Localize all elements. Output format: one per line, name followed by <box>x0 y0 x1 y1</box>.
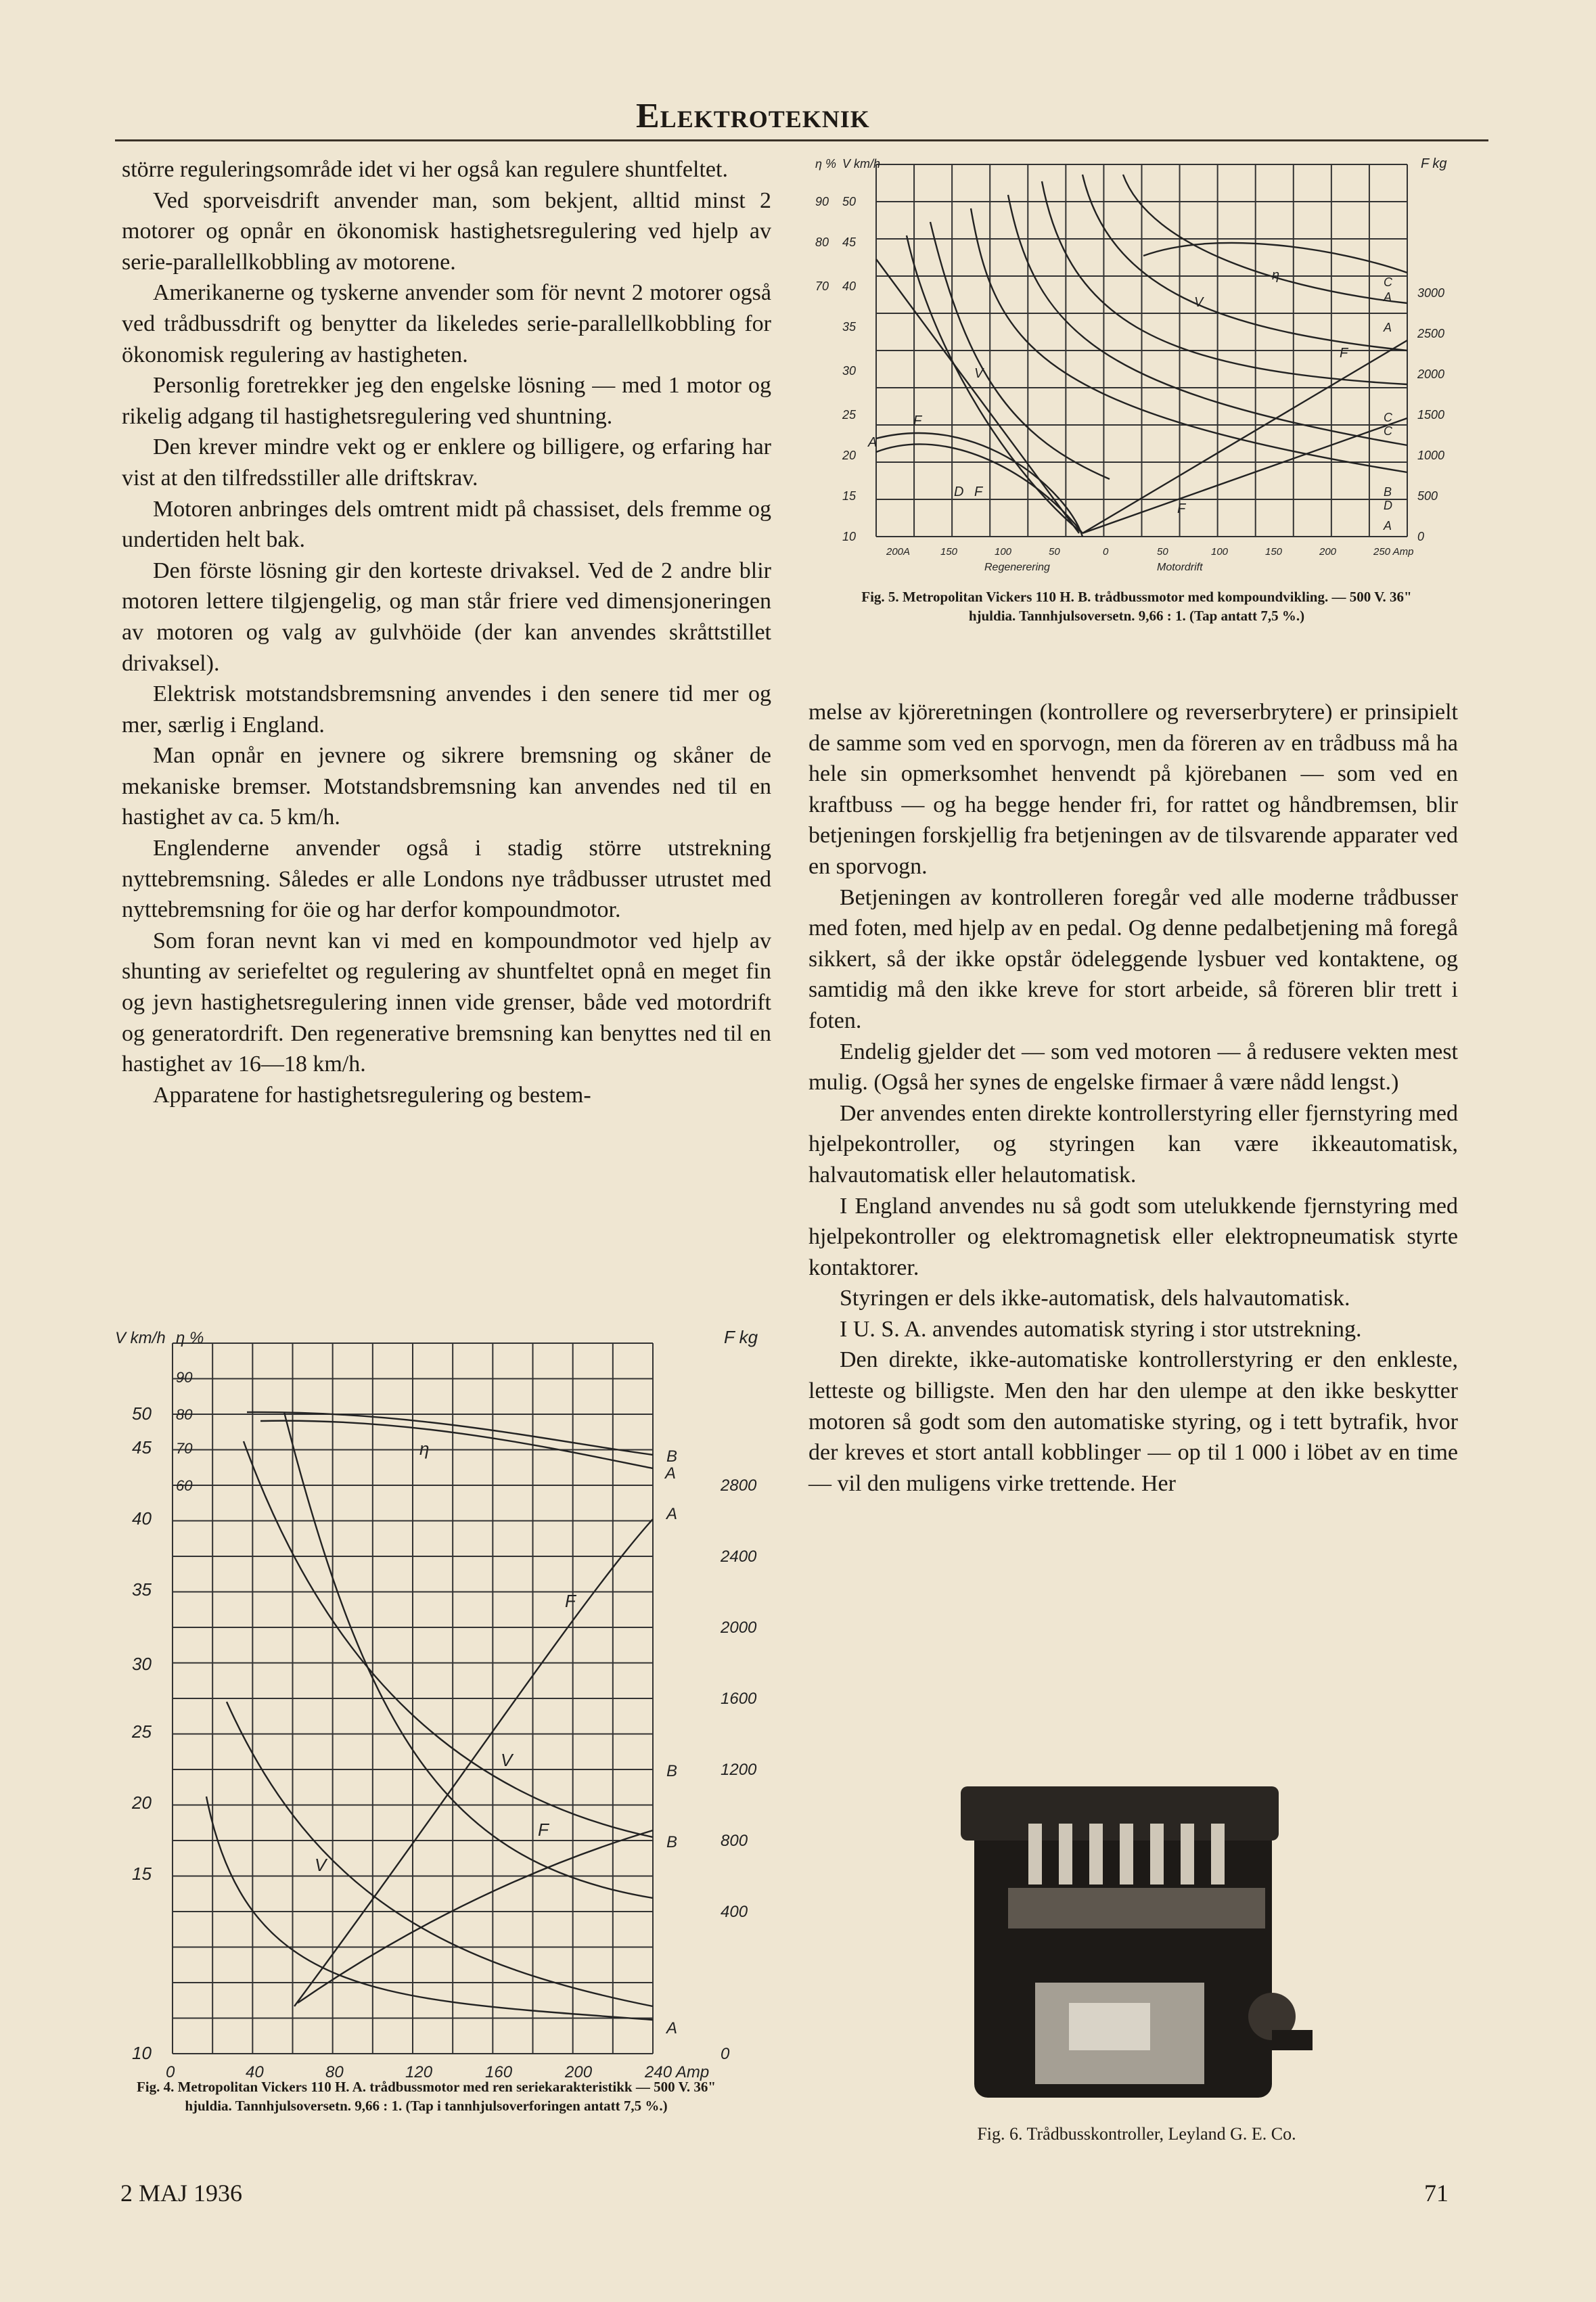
fig5-f-tick: 0 <box>1417 530 1425 543</box>
fig5-label-b: B <box>1384 485 1392 499</box>
fig5-label-c: C <box>1384 275 1392 289</box>
fig4-label-b2: B <box>666 1762 678 1780</box>
fig4-v-tick: 30 <box>132 1654 152 1674</box>
footer-date: 2 MAJ 1936 <box>120 2180 243 2207</box>
right_column-paragraph: Der anvendes enten direkte kontrollerstyring eller fjernstyring med hjelpekontroller, og styringen kan være ikkeautomatisk, halvautomatisk eller helautomatisk. <box>808 1100 1458 1188</box>
fig5-eta-tick: 70 <box>815 279 829 293</box>
fig4-curve-eta-b <box>247 1412 653 1455</box>
fig5-caption: Fig. 5. Metropolitan Vickers 110 H. B. trådbussmotor med kompoundvikling. — 500 V. 36" hjuldia. Tannhjulsoversetn. 9,66 : 1. (Tap antatt 7,5 %.) <box>861 589 1412 624</box>
fig4-f-tick: 400 <box>721 1903 748 1921</box>
fig5-eta-tick: 90 <box>815 195 829 208</box>
fig5-label-a4: A <box>1384 519 1392 533</box>
left_column-paragraph: större reguleringsområde idet vi her også kan regulere shuntfeltet. <box>122 157 728 182</box>
left_column-paragraph: Som foran nevnt kan vi med en kompoundmotor ved hjelp av shunting av seriefeltet og regulering av shuntfeltet opnå en meget fin og jevn hastighetsregulering innen vide grenser, både ved motordrift og generatordrift. Den regenerative bremsning kan benyttes ned til en hastighet av 16—18 km/h. <box>122 928 771 1077</box>
fig5-f-label: F kg <box>1421 156 1447 171</box>
left_column-paragraph: Personlig foretrekker jeg den engelske lösning — med 1 motor og rikelig adgang til hastighetsregulering ved shuntning. <box>122 373 771 429</box>
fig5-v-tick: 15 <box>842 489 857 503</box>
fig5-x-tick: 0 <box>1103 546 1109 558</box>
fig6-photo <box>934 1759 1319 2138</box>
fig4-curve-v-low <box>206 1797 653 2020</box>
fig5-x-tick: 150 <box>1265 546 1283 558</box>
fig5-label-f3: F <box>974 484 983 499</box>
left_column-paragraph: Ved sporveisdrift anvender man, som bekjent, alltid minst 2 motorer og opnår en ökonomisk hastighetsregulering ved hjelp av serie-parallellkobbling av motorene. <box>122 187 771 275</box>
fig5-label-c3: C <box>1384 424 1392 438</box>
fig5-v-tick: 50 <box>842 195 857 208</box>
left_column-paragraph: Apparatene for hastighetsregulering og bestem- <box>153 1082 591 1108</box>
right_column-paragraph: I U. S. A. anvendes automatisk styring i stor utstrekning. <box>840 1316 1362 1342</box>
fig4-label-v: V <box>501 1750 513 1770</box>
fig5-motor-label: Motordrift <box>1157 562 1203 573</box>
fig5-x-tick: 200A <box>886 546 911 558</box>
left_column-paragraph: Man opnår en jevnere og sikrere bremsning og skåner de mekaniske bremser. Motstandsbremsning kan anvendes ned til en hastighet av ca. 5 km/h. <box>122 743 771 830</box>
fig4-curve-v-a <box>244 1441 653 1837</box>
fig4-label-eta: η <box>419 1439 430 1459</box>
fig5-f-tick: 2000 <box>1417 367 1445 381</box>
fig4-f-tick: 2000 <box>721 1619 757 1637</box>
fig4-curve-f-b <box>298 1830 653 2003</box>
right_column-paragraph: Styringen er dels ikke-automatisk, dels halvautomatisk. <box>840 1286 1350 1311</box>
fig4-v-label: V km/h <box>115 1329 166 1347</box>
fig4-label-f: F <box>565 1591 576 1611</box>
fig4-curves <box>206 1412 653 2020</box>
fig5-x-tick: 150 <box>940 546 958 558</box>
fig5-f-tick: 1500 <box>1417 408 1445 422</box>
fig4-v-tick: 25 <box>132 1721 152 1742</box>
fig4-x-tick: 200 <box>565 2063 593 2081</box>
fig5-label-v2: V <box>1194 295 1204 310</box>
fig5-v-tick: 25 <box>842 408 857 422</box>
fig4-f-tick: 1600 <box>721 1690 757 1708</box>
left-column <box>122 154 771 1110</box>
fig4-label-f2: F <box>538 1820 549 1840</box>
fig4-v-tick: 15 <box>132 1864 152 1884</box>
fig5-x-tick: 50 <box>1157 546 1168 558</box>
fig5-eta-tick: 80 <box>815 235 829 249</box>
fig5-label-a3: A <box>1384 321 1392 334</box>
left_column-paragraph: Motoren anbringes dels omtrent midt på chassiset, dels fremme og undertiden helt bak. <box>122 496 771 553</box>
fig5-curve-v2 <box>907 235 1082 533</box>
fig4-v-tick: 40 <box>132 1508 152 1529</box>
left_column-paragraph: Englenderne anvender også i stadig större utstrekning nyttebremsning. Således er alle Londons nye trådbusser utrustet med nyttebremsning for öie og har derfor kompoundmotor. <box>122 836 771 923</box>
fig5-curve-labels <box>867 268 1393 533</box>
fig4-x-tick: 160 <box>485 2063 513 2081</box>
fig5-chart <box>812 154 1461 587</box>
fig5-label-eta: η <box>1272 268 1280 283</box>
fig4-v-tick: 20 <box>132 1792 152 1813</box>
right_column-paragraph: melse av kjöreretningen (kontrollere og reverserbrytere) er prinsipielt de samme som ved en sporvogn, men da föreren av en trådbuss må ha hele sin opmerksomhet henvendt på kjörebanen — som ved en kraftbuss — og ha begge hender fri, for rattet og håndbremsen, blir betjeningen forskjellig fra betjeningen av de tilsvarende apparater ved en sporvogn. <box>808 700 1458 879</box>
fig4-curve-v2 <box>227 1702 653 2006</box>
fig4-label-b: B <box>666 1447 678 1466</box>
right_column-paragraph: Den direkte, ikke-automatiske kontrollerstyring er den enkleste, letteste og billigste. Men den har den ulempe at den ikke beskytter motoren så godt som den automatiske styring, og i tett bytrafik, hvor der kreves et stort antall kobblinger — op til 1 000 i löbet av en time — vil den muligens virke trettende. Her <box>808 1347 1458 1496</box>
fig5-f-tick: 500 <box>1417 489 1438 503</box>
fig5-x-tick: 100 <box>995 546 1012 558</box>
right_column-paragraph: Betjeningen av kontrolleren foregår ved alle moderne trådbusser med foten, med hjelp av en pedal. Og denne pedalbetjening må foregå sikkert, så der ikke opstår ödeleggende lysbuer ved kontaktene, og samtidig må den ikke kreve for stort arbeide, så föreren blir trett i foten. <box>808 884 1458 1033</box>
fig5-v-tick: 35 <box>842 320 857 334</box>
fig4-f-tick: 0 <box>721 2045 730 2063</box>
fig4-caption: Fig. 4. Metropolitan Vickers 110 H. A. trådbussmotor med ren seriekarakteristikk — 500 V. 36" hjuldia. Tannhjulsoversetn. 9,66 : 1. (Tap i tannhjulsoverforingen antatt 7,5 %.) <box>136 2079 716 2114</box>
fig4-v-tick: 35 <box>132 1579 152 1600</box>
fig5-f-tick: 1000 <box>1417 449 1445 462</box>
page-header <box>636 96 870 136</box>
left_column-paragraph: Amerikanerne og tyskerne anvender som för nevnt 2 motorer også ved trådbussdrift og benytter da likeledes serie-parallellkobbling for ökonomisk regulering av hastigheten. <box>122 280 771 367</box>
fig5-v-tick: 20 <box>842 449 857 462</box>
fig5-curve-v6 <box>1042 181 1407 384</box>
fig5-v-tick: 10 <box>842 530 857 543</box>
fig5-label-d2: D <box>1384 499 1392 512</box>
fig4-eta-tick: 70 <box>176 1440 193 1457</box>
fig4-label-a3: A <box>666 2019 678 2037</box>
fig4-label-v2: V <box>315 1855 327 1875</box>
fig5-label-a2: A <box>1384 290 1392 304</box>
fig5-x-tick: 200 <box>1319 546 1337 558</box>
page-number: 71 <box>1424 2180 1449 2207</box>
fig4-v-tick: 10 <box>132 2043 152 2063</box>
fig5-label-f5: F <box>1177 501 1186 516</box>
fig4-f-tick: 2800 <box>721 1476 757 1495</box>
fig5-curve-v5 <box>1008 195 1407 445</box>
left_column-paragraph: Den förste lösning gir den korteste drivaksel. Ved de 2 andre blir motoren lettere tilgjengelig, og man står friere ved dimensjoneringen av motoren og valg av gulvhöide (der kan anvendes skråttstillet drivaksel). <box>122 558 771 676</box>
fig5-label-d: D <box>954 484 964 499</box>
fig4-f-label: F kg <box>724 1327 758 1347</box>
fig5-label-f4: F <box>1340 346 1348 361</box>
fig6-caption: Fig. 6. Trådbusskontroller, Leyland G. E. Co. <box>977 2124 1296 2144</box>
fig4-eta-tick: 90 <box>176 1369 193 1386</box>
fig5-label-v: V <box>974 366 984 381</box>
fig4-f-tick: 2400 <box>721 1548 757 1566</box>
fig4-x-tick: 40 <box>246 2063 264 2081</box>
fig5-x-tick: 50 <box>1049 546 1060 558</box>
fig4-label-a2: A <box>666 1505 678 1523</box>
fig5-label-c2: C <box>1384 411 1392 424</box>
header-title: Elektroteknik <box>636 97 870 135</box>
fig5-x-tick: 100 <box>1211 546 1229 558</box>
fig4-curve-eta-a <box>260 1421 653 1468</box>
fig5-regen-label: Regenerering <box>984 562 1050 573</box>
fig4-x-tick: 80 <box>325 2063 344 2081</box>
fig5-eta-label: η % <box>815 157 836 171</box>
fig4-f-tick: 1200 <box>721 1761 757 1779</box>
left_column-paragraph: Den krever mindre vekt og er enklere og billigere, og erfaring har vist at den tilfredsstiller alle driftskrav. <box>122 434 771 491</box>
fig4-v-tick: 45 <box>132 1437 152 1458</box>
left_column-paragraph: Elektrisk motstandsbremsning anvendes i den senere tid mer og mer, særlig i England. <box>122 681 771 738</box>
fig5-x-tick: 250 Amp <box>1373 546 1414 558</box>
right_column-paragraph: I England anvendes nu så godt som utelukkende fjernstyring med hjelpekontroller og elektromagnetisk eller elektropneumatisk styrte kontaktorer. <box>808 1193 1458 1280</box>
fig5-v-label: V km/h <box>842 157 881 171</box>
fig5-v-tick: 30 <box>842 364 857 378</box>
fig5-curve-f2 <box>1082 418 1407 533</box>
right-column <box>808 697 1458 1499</box>
fig5-v-tick: 40 <box>842 279 857 293</box>
fig5-label-f: F <box>913 413 922 428</box>
fig4-x-tick: 0 <box>166 2063 175 2081</box>
fig5-label-a: A <box>868 435 877 450</box>
fig4-x-tick: 120 <box>405 2063 433 2081</box>
fig4-v-tick: 50 <box>132 1403 152 1424</box>
fig4-eta-tick: 60 <box>176 1477 193 1494</box>
fig4-eta-label: η % <box>176 1329 204 1347</box>
fig4-chart <box>112 1323 761 2081</box>
fig4-label-b3: B <box>666 1833 678 1851</box>
header-rule <box>115 139 1488 141</box>
fig4-f-tick: 800 <box>721 1832 748 1850</box>
fig5-f-tick: 3000 <box>1417 286 1445 300</box>
fig5-f-tick: 2500 <box>1417 327 1445 340</box>
fig4-label-a: A <box>665 1464 677 1483</box>
right_column-paragraph: Endelig gjelder det — som ved motoren — å redusere vekten mest mulig. (Også her synes de engelske firmaer å være nådd lengst.) <box>808 1039 1458 1096</box>
fig5-v-tick: 45 <box>842 235 857 249</box>
fig4-eta-tick: 80 <box>176 1406 193 1423</box>
fig4-x-tick: 240 Amp <box>645 2063 710 2081</box>
